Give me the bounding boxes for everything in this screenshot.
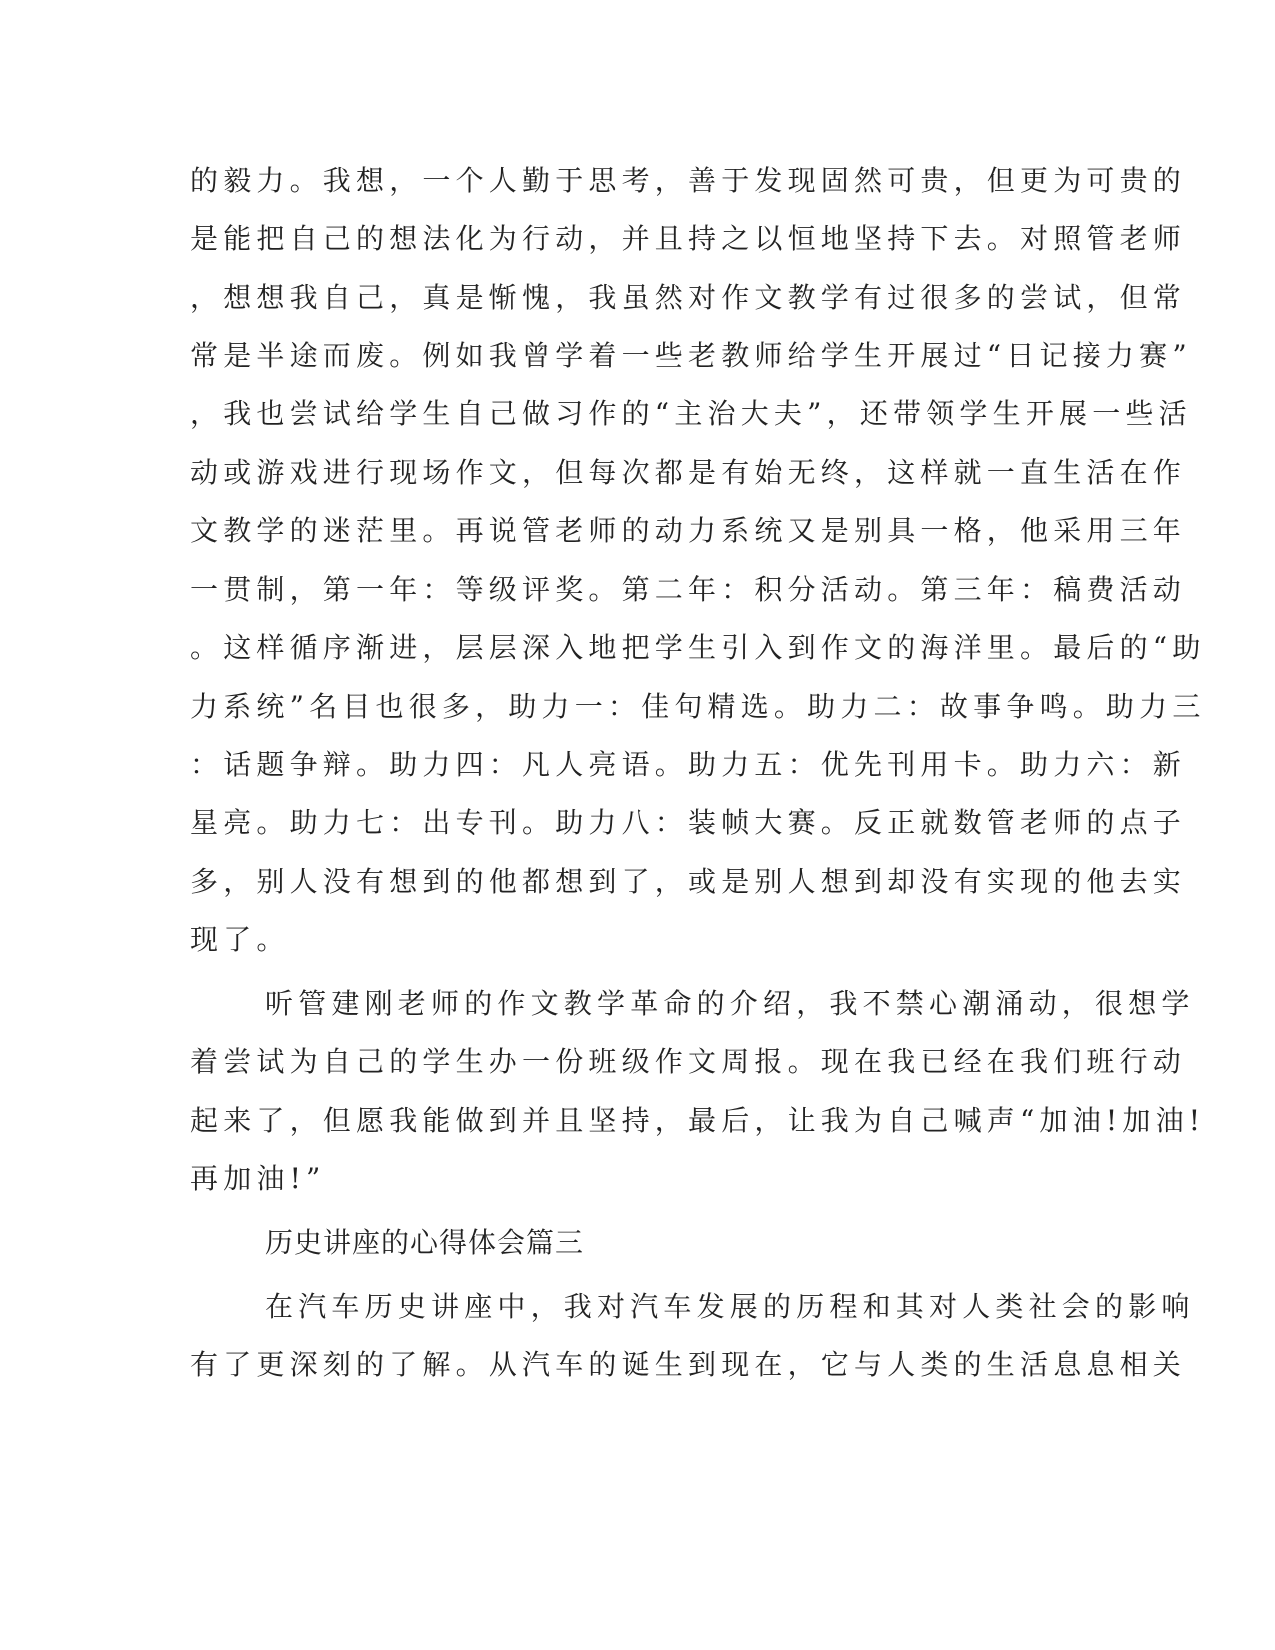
paragraph-line: 现了。 [190,923,290,956]
paragraph-line: ，想想我自己，真是惭愧，我虽然对作文教学有过很多的尝试，但常 [190,281,1187,314]
paragraph-line: 是能把自己的想法化为行动，并且持之以恒地坚持下去。对照管老师 [190,222,1187,255]
paragraph-line: ，我也尝试给学生自己做习作的“主治大夫”，还带领学生开展一些活 [190,397,1192,430]
paragraph-line: 动或游戏进行现场作文，但每次都是有始无终，这样就一直生活在作 [190,456,1187,489]
paragraph-line: 文教学的迷茫里。再说管老师的动力系统又是别具一格，他采用三年 [190,514,1187,547]
paragraph-line: 。这样循序渐进，层层深入地把学生引入到作文的海洋里。最后的“助 [190,631,1206,664]
paragraph-line: 起来了，但愿我能做到并且坚持，最后，让我为自己喊声“加油!加油! [190,1104,1206,1137]
paragraph-line: 常是半途而废。例如我曾学着一些老教师给学生开展过“日记接力赛” [190,339,1192,372]
paragraph-line: 在汽车历史讲座中，我对汽车发展的历程和其对人类社会的影响 [265,1290,1195,1323]
section-heading: 历史讲座的心得体会篇三 [265,1226,585,1259]
paragraph-line: 着尝试为自己的学生办一份班级作文周报。现在我已经在我们班行动 [190,1045,1187,1078]
paragraph-line: 力系统”名目也很多，助力一：佳句精选。助力二：故事争鸣。助力三 [190,690,1206,723]
paragraph-line: 再加油!” [190,1162,326,1195]
paragraph-line: 听管建刚老师的作文教学革命的介绍，我不禁心潮涌动，很想学 [265,987,1195,1020]
paragraph-line: ：话题争辩。助力四：凡人亮语。助力五：优先刊用卡。助力六：新 [190,748,1187,781]
paragraph-line: 的毅力。我想，一个人勤于思考，善于发现固然可贵，但更为可贵的 [190,164,1187,197]
paragraph-line: 星亮。助力七：出专刊。助力八：装帧大赛。反正就数管老师的点子 [190,806,1187,839]
paragraph-line: 多，别人没有想到的他都想到了，或是别人想到却没有实现的他去实 [190,865,1187,898]
paragraph-line: 有了更深刻的了解。从汽车的诞生到现在，它与人类的生活息息相关 [190,1348,1187,1381]
paragraph-line: 一贯制，第一年：等级评奖。第二年：积分活动。第三年：稿费活动 [190,573,1187,606]
